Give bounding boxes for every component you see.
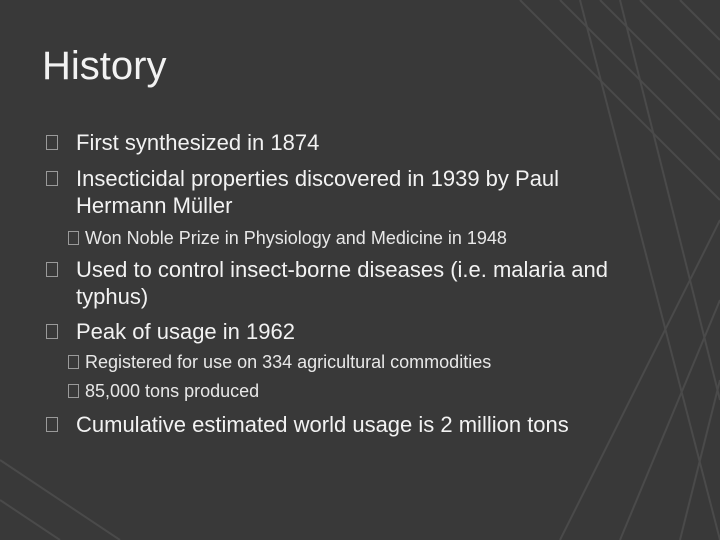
bullet-text: Won Noble Prize in Physiology and Medicine in 1948 bbox=[85, 228, 507, 248]
bullet-text: Used to control insect-borne diseases (i.e. malaria and typhus) bbox=[76, 257, 608, 309]
bullet-item bbox=[46, 165, 616, 219]
sub-bullet-item bbox=[68, 350, 648, 374]
bullet-square-icon bbox=[68, 355, 79, 369]
bullet-item bbox=[46, 318, 616, 345]
bullet-text: Cumulative estimated world usage is 2 million tons bbox=[76, 412, 569, 437]
bullet-text: Peak of usage in 1962 bbox=[76, 319, 295, 344]
bullet-text: 85,000 tons produced bbox=[85, 381, 260, 401]
sub-bullet-item bbox=[68, 226, 648, 250]
bullet-item bbox=[46, 411, 616, 438]
bullet-square-icon bbox=[46, 324, 58, 339]
bullet-square-icon bbox=[46, 171, 58, 186]
bullet-square-icon bbox=[46, 135, 58, 150]
bullet-square-icon bbox=[68, 231, 79, 245]
bullet-square-icon bbox=[46, 262, 58, 277]
bullet-text: Insecticidal properties discovered in 1939 by Paul Hermann Müller bbox=[76, 166, 560, 218]
sub-bullet-item bbox=[68, 379, 648, 403]
bullet-text: Registered for use on 334 agricultural commodities bbox=[85, 352, 492, 372]
bullet-square-icon bbox=[68, 384, 79, 398]
bullet-square-icon bbox=[46, 417, 58, 432]
bullet-item bbox=[46, 129, 616, 156]
slide-title: History bbox=[42, 44, 167, 88]
bullet-item bbox=[46, 256, 616, 310]
bullet-text: First synthesized in 1874 bbox=[76, 130, 320, 155]
